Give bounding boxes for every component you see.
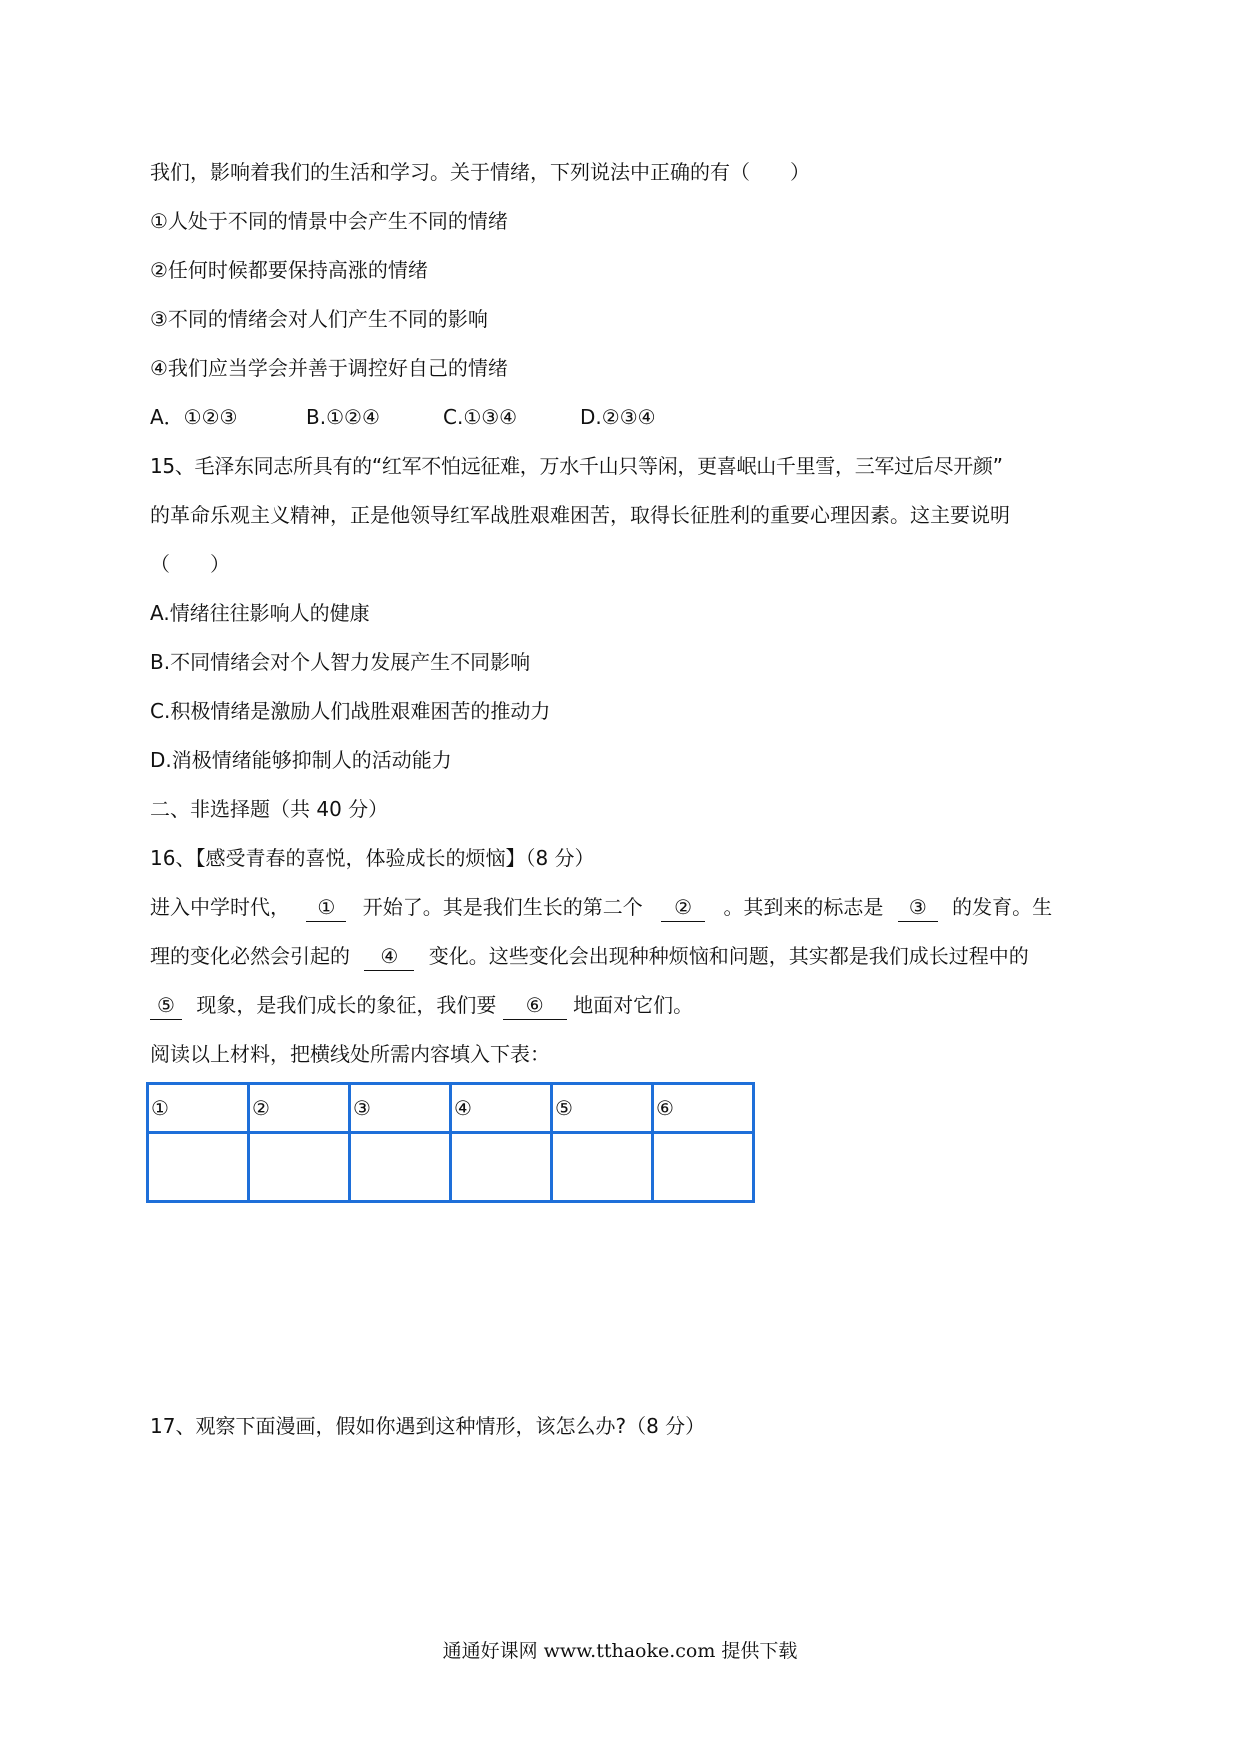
q16-instruction: 阅读以上材料，把横线处所需内容填入下表：	[150, 1042, 550, 1066]
answer-header-3: ③	[350, 1084, 451, 1133]
q14-option-d: D.②③④	[580, 405, 656, 429]
blank-5: ⑤	[150, 991, 182, 1020]
answer-cell-6[interactable]	[653, 1133, 754, 1202]
page-footer: 通通好课网 www.tthaoke.com 提供下载	[442, 1640, 798, 1662]
q14-option-c: C.①③④	[443, 405, 518, 429]
q14-option-b: B.①②④	[306, 405, 380, 429]
q14-options	[150, 403, 1100, 431]
q14-statement-4: ④我们应当学会并善于调控好自己的情绪	[150, 356, 508, 380]
blank-2: ②	[661, 893, 705, 922]
q16-title: 16、【感受青春的喜悦，体验成长的烦恼】（8 分）	[150, 846, 595, 870]
answer-header-5: ⑤	[552, 1084, 653, 1133]
q15-stem-line3: （ ）	[150, 552, 230, 576]
answer-header-1: ①	[148, 1084, 249, 1133]
q16-paragraph-line2	[150, 942, 1100, 971]
answer-cell-2[interactable]	[249, 1133, 350, 1202]
answer-header-6: ⑥	[653, 1084, 754, 1133]
q16-text-d: 的发育。生	[952, 895, 1053, 919]
answer-cell-4[interactable]	[451, 1133, 552, 1202]
q14-option-a: A．①②③	[150, 405, 238, 429]
q15-option-b: B.不同情绪会对个人智力发展产生不同影响	[150, 650, 531, 674]
answer-header-4: ④	[451, 1084, 552, 1133]
answer-table	[146, 1082, 755, 1203]
q14-statement-1: ①人处于不同的情景中会产生不同的情绪	[150, 209, 508, 233]
q15-stem-line1: 15、毛泽东同志所具有的“红军不怕远征难，万水千山只等闲，更喜岷山千里雪，三军过后尽开颜”	[150, 454, 1003, 478]
q15-stem-line2: 的革命乐观主义精神，正是他领导红军战胜艰难困苦，取得长征胜利的重要心理因素。这主要说明	[150, 503, 1010, 527]
q16-text-c: 。其到来的标志是	[723, 895, 884, 919]
answer-cell-1[interactable]	[148, 1133, 249, 1202]
q16-text-h: 地面对它们。	[573, 993, 694, 1017]
answer-cell-3[interactable]	[350, 1133, 451, 1202]
q16-text-a: 进入中学时代，	[150, 895, 290, 919]
q16-paragraph-line3	[150, 991, 1100, 1020]
q17-title: 17、观察下面漫画，假如你遇到这种情形，该怎么办?（8 分）	[150, 1414, 706, 1438]
q14-stem: 我们，影响着我们的生活和学习。关于情绪，下列说法中正确的有（ ）	[150, 160, 810, 184]
blank-1: ①	[306, 893, 346, 922]
blank-4: ④	[364, 942, 414, 971]
q15-option-c: C.积极情绪是激励人们战胜艰难困苦的推动力	[150, 699, 551, 723]
q14-statement-2: ②任何时候都要保持高涨的情绪	[150, 258, 428, 282]
answer-header-2: ②	[249, 1084, 350, 1133]
section-2-title: 二、非选择题（共 40 分）	[150, 797, 389, 821]
q15-option-d: D.消极情绪能够抑制人的活动能力	[150, 748, 452, 772]
q16-paragraph-line1	[150, 893, 1100, 922]
answer-table-input-row	[148, 1133, 754, 1202]
answer-cell-5[interactable]	[552, 1133, 653, 1202]
answer-table-header-row	[148, 1084, 754, 1133]
q16-text-f: 变化。这些变化会出现种种烦恼和问题，其实都是我们成长过程中的	[428, 944, 1029, 968]
q16-text-b: 开始了。其是我们生长的第二个	[362, 895, 643, 919]
q16-text-e: 理的变化必然会引起的	[150, 944, 350, 968]
blank-3: ③	[898, 893, 938, 922]
q15-option-a: A.情绪往往影响人的健康	[150, 601, 370, 625]
q14-statement-3: ③不同的情绪会对人们产生不同的影响	[150, 307, 488, 331]
q16-text-g: 现象，是我们成长的象征，我们要	[196, 993, 497, 1017]
blank-6: ⑥	[503, 991, 567, 1020]
